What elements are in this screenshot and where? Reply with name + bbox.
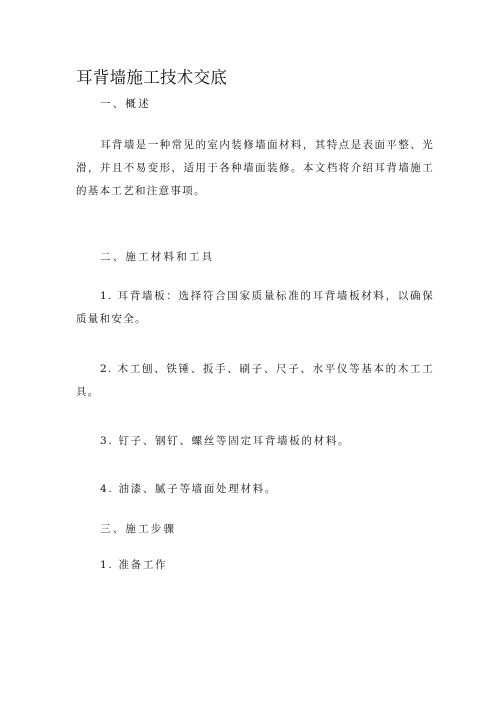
section-heading-steps: 三、施工步骤 — [100, 523, 177, 535]
section-heading-overview: 一、概述 — [100, 98, 151, 110]
materials-item-1: 1. 耳背墙板：选择符合国家质量标准的耳背墙板材料，以确保质量和安全。 — [76, 290, 434, 325]
materials-item-4: 4. 油漆、腻子等墙面处理材料。 — [100, 483, 278, 495]
materials-item-3: 3. 钉子、钢钉、螺丝等固定耳背墙板的材料。 — [100, 435, 351, 447]
steps-item-1: 1. 准备工作 — [100, 559, 168, 571]
section-heading-materials: 二、施工材料和工具 — [100, 251, 215, 263]
document-title: 耳背墙施工技术交底 — [76, 68, 228, 87]
materials-item-2: 2. 木工刨、铁锤、扳手、刷子、尺子、水平仪等基本的木工工具。 — [76, 363, 434, 398]
overview-paragraph: 耳背墙是一种常见的室内装修墙面材料，其特点是表面平整、光滑，并且不易变形，适用于各种墙面装修。本文档将介绍耳背墙施工的基本工艺和注意事项。 — [76, 139, 434, 197]
